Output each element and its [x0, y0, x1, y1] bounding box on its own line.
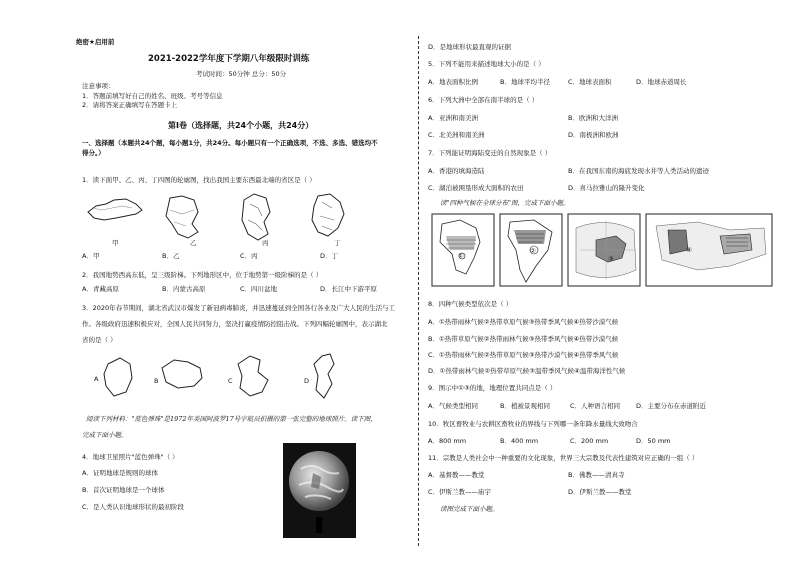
q5-opt-a[interactable]: A．地表面积比例: [428, 78, 478, 86]
q1-outline-figures: [82, 190, 402, 250]
climate-maps: [430, 210, 775, 290]
exam-title: 2021-2022学年度下学期八年级限时训练: [148, 54, 310, 64]
q4-opt-b[interactable]: B．首次证明地球是一个球体: [82, 486, 165, 494]
q7-opt-a[interactable]: A．香港的填海造陆: [428, 167, 485, 175]
q9-opt-b[interactable]: B．植被景观相同: [500, 402, 550, 410]
q1-opt-c[interactable]: C．丙: [240, 252, 258, 260]
q3-label-b[interactable]: B: [154, 377, 159, 385]
q11-opt-d[interactable]: D．伊斯兰教——教堂: [568, 488, 632, 496]
q3-outline-figures: [90, 350, 390, 406]
q8-stem: 8．四种气候类型依次是（ ）: [428, 300, 513, 308]
q2-opt-d[interactable]: D．长江中下游平原: [320, 285, 378, 293]
q6-opt-a[interactable]: A．亚洲和南美洲: [428, 114, 478, 122]
q8-opt-a[interactable]: A．①热带雨林气候②热带草原气候③热带季风气候④热带沙漠气候: [428, 318, 619, 326]
q6-opt-d[interactable]: D．南极洲和欧洲: [568, 131, 619, 139]
q8-opt-d[interactable]: D．①热带雨林气候②热带草原气候③温带季风气候④温带海洋性气候: [428, 367, 626, 375]
secret-label: 绝密★启用前: [76, 38, 115, 46]
q3-stem-2: 作。各级政府迅速积极应对，全国人民共同努力，坚决打赢疫情防控阻击战。下列四幅轮廓图中，表示湖北: [82, 320, 388, 328]
q6-opt-c[interactable]: C．北美洲和南美洲: [428, 131, 485, 139]
q7-opt-c[interactable]: C．湖泊被围垦形成大面积的农田: [428, 184, 524, 192]
q9-opt-a[interactable]: A．气候类型相同: [428, 402, 478, 410]
exam-meta: 考试时间：50分钟 总分：50分: [196, 70, 287, 78]
q5-opt-b[interactable]: B．地球平均半径: [500, 78, 550, 86]
q7-stem: 7．下列能证明海陆变迁的自然现象是（ ）: [428, 149, 552, 157]
q9-opt-d[interactable]: D．主要分布在赤道附近: [636, 402, 707, 410]
q10-opt-d[interactable]: D．50 mm: [636, 437, 671, 445]
q7-opt-b[interactable]: B．在我国东南的海底发现水井等人类活动的遗迹: [568, 167, 709, 175]
q9-stem: 9．图示中①③的地，地理位置共同点是（ ）: [428, 384, 557, 392]
outline-c: [238, 356, 268, 396]
q2-stem: 2．我国地势西高东低，呈三级阶梯。下列地形区中，位于地势第一级阶梯的是（ ）: [82, 271, 323, 279]
section-title: 第Ⅰ卷（选择题，共24个小题，共24分）: [168, 121, 314, 130]
map-marker-3: ③: [608, 255, 614, 263]
map-intro: 读"四种气候在全球分布"图，完成下面小题。: [440, 199, 570, 207]
map-marker-2: ②: [530, 247, 536, 255]
q11-stem: 11．宗教是人类社会中一种重要的文化现象，世界三大宗教及代表性建筑对应正确的一组（ ）: [428, 454, 699, 462]
q4-intro-1: 阅读下列材料："蓝色弹珠"是1972年美国阿波罗17号宇航员拍摄的第一张完整的地球照片。读下图，: [86, 415, 377, 423]
q11-opt-a[interactable]: A．基督教——教堂: [428, 471, 485, 479]
q7-opt-d[interactable]: D．喜马拉雅山的隆升变化: [568, 184, 645, 192]
map-marker-4: ④: [686, 246, 692, 254]
q2-opt-a[interactable]: A．青藏高原: [82, 285, 119, 293]
q1-opt-b[interactable]: B．乙: [162, 252, 180, 260]
q4-opt-c[interactable]: C．是人类认识地球形状的最初阶段: [82, 503, 185, 511]
note-2: 2．请将答案正确填写在答题卡上: [82, 101, 178, 109]
q3-stem-3: 省的是（ ）: [82, 336, 117, 344]
outline-ding: [312, 194, 344, 236]
outline-jia: [88, 199, 142, 220]
q1-label-ding: 丁: [334, 239, 341, 247]
outline-bing: [242, 194, 270, 240]
q9-opt-c[interactable]: C．人种语言相同: [570, 402, 621, 410]
q10-opt-b[interactable]: B．400 mm: [500, 437, 539, 445]
section-desc-2: 得分。）: [82, 149, 105, 157]
q3-label-a[interactable]: A: [94, 375, 99, 383]
q3-stem-1: 3．2020年春节期间，湖北省武汉市爆发了新冠病毒肺炎，并迅速蔓延到全国各行各业及广大人民的生活与工: [82, 304, 396, 312]
q11-opt-c[interactable]: C．伊斯兰教——庙宇: [428, 488, 492, 496]
q11-opt-b[interactable]: B．佛教——清真寺: [568, 471, 625, 479]
q4-opt-d[interactable]: D．是地球形状最直观的证据: [428, 43, 512, 51]
column-divider: [418, 36, 419, 546]
q1-opt-a[interactable]: A．甲: [82, 252, 100, 260]
q1-stem: 1．读下面甲、乙、丙、丁四图的轮廓图，找出我国主要东西最北端的省区是（ ）: [82, 176, 316, 184]
q4-intro-2: 完成下面小题。: [82, 431, 128, 439]
q1-label-bing: 丙: [262, 239, 269, 247]
q1-label-yi: 乙: [190, 239, 197, 247]
q10-stem: 10．牧区畜牧业与农耕区畜牧业的界线与下列哪一条年降水量线大致吻合: [428, 420, 638, 428]
q4-opt-a[interactable]: A．证明地球是规则的球体: [82, 469, 158, 477]
q8-opt-c[interactable]: C．①热带雨林气候②热带草原气候③热带沙漠气候④热带季风气候: [428, 351, 619, 359]
q3-label-c[interactable]: C: [228, 377, 233, 385]
q4-stem: 4．地球卫星照片"蓝色弹珠"（ ）: [82, 453, 179, 461]
tail-intro: 读图完成下面小题。: [440, 505, 499, 513]
earth-photo: [283, 443, 356, 538]
q8-opt-b[interactable]: B．①热带草原气候②热带雨林气候③热带季风气候④热带沙漠气候: [428, 335, 619, 343]
q5-opt-d[interactable]: D．地球赤道周长: [636, 78, 687, 86]
q2-opt-b[interactable]: B．内蒙古高原: [162, 285, 206, 293]
q6-opt-b[interactable]: B．欧洲和大洋洲: [568, 114, 618, 122]
q1-opt-d[interactable]: D．丁: [320, 252, 339, 260]
q5-stem: 5．下列不能用来描述地球大小的是（ ）: [428, 60, 545, 68]
q1-label-jia: 甲: [112, 239, 119, 247]
q5-opt-c[interactable]: C．地球表面积: [568, 78, 612, 86]
map-marker-1: ①: [458, 252, 464, 260]
outline-b: [162, 360, 202, 388]
q2-opt-c[interactable]: C．四川盆地: [240, 285, 278, 293]
outline-d: [314, 354, 334, 398]
q6-stem: 6．下列大洲中全部在南半球的是（ ）: [428, 96, 539, 104]
q10-opt-a[interactable]: A．800 mm: [428, 437, 467, 445]
q3-label-d[interactable]: D: [304, 377, 310, 385]
outline-yi: [166, 196, 198, 238]
q10-opt-c[interactable]: C．200 mm: [570, 437, 609, 445]
note-1: 1．答题前填写好自己的姓名、班级、考号等信息: [82, 92, 223, 100]
outline-a: [104, 358, 132, 396]
section-desc-1: 一、选择题（本题共24个题，每小题1分，共24分。每小题只有一个正确选项，不选、多选、错选均不: [82, 139, 378, 147]
notes-heading: 注意事项：: [82, 82, 115, 90]
